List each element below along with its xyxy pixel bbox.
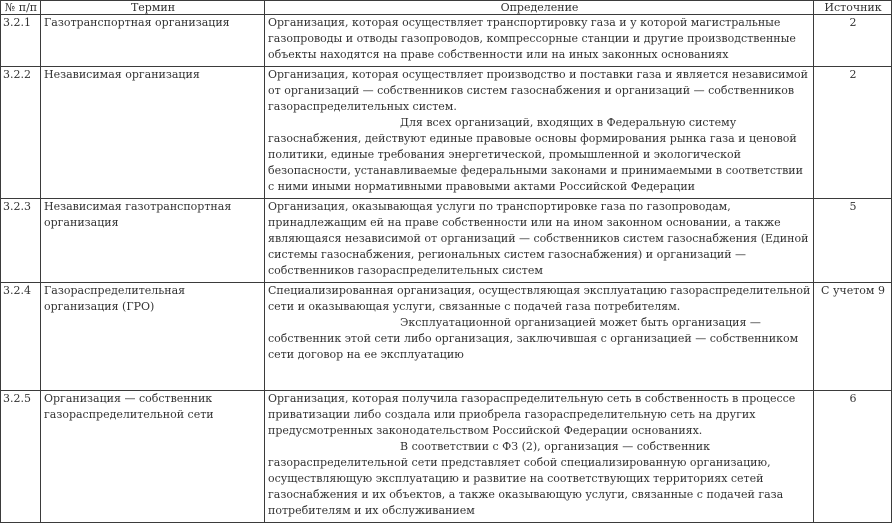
definition-paragraph: В соответствии с ФЗ (2), организация — собственник газораспределительной сети представляет собой специализированную организацию, осуществляющую эксплуатацию и развитие на соответствующих территориях сетей газоснабжения и их объектов, а также оказывающую услуги, связанные с подачей газа потребителям и их обслуживанием	[268, 440, 784, 517]
row-num: 3.2.3	[1, 199, 41, 283]
row-source: 2	[814, 15, 892, 67]
definition-paragraph: Организация, которая осуществляет производство и поставки газа и является независимой от организаций — собственников систем газоснабжения и организаций — собственников газораспределительных систем.	[268, 68, 808, 113]
table-header-row	[1, 1, 892, 15]
row-source: С учетом 9	[814, 283, 892, 391]
table-row	[1, 199, 892, 283]
row-num: 3.2.4	[1, 283, 41, 391]
row-num: 3.2.5	[1, 391, 41, 523]
header-source: Источник	[814, 1, 892, 15]
row-term: Независимая газотранспортная организация	[41, 199, 265, 283]
row-num: 3.2.1	[1, 15, 41, 67]
row-term: Независимая организация	[41, 67, 265, 199]
row-definition	[265, 391, 814, 523]
header-num: № п/п	[1, 1, 41, 15]
table-row	[1, 67, 892, 199]
table-row	[1, 391, 892, 523]
row-term: Газораспределительная организация (ГРО)	[41, 283, 265, 391]
row-source: 5	[814, 199, 892, 283]
row-definition	[265, 199, 814, 283]
row-term: Газотранспортная организация	[41, 15, 265, 67]
definition-paragraph: Организация, которая получила газораспределительную сеть в собственность в процессе приватизации либо создала или приобрела газораспределительную сеть на других предусмотренных законодательством Российской Федерации основаниях.	[268, 392, 796, 437]
table-row	[1, 283, 892, 391]
row-definition	[265, 283, 814, 391]
definition-paragraph: Организация, которая осуществляет транспортировку газа и у которой магистральные газопроводы и отводы газопроводов, компрессорные станции и другие производственные объекты находятся на праве собственности или на иных законных основаниях	[268, 16, 796, 61]
row-num: 3.2.2	[1, 67, 41, 199]
definition-paragraph: Эксплуатационной организацией может быть организация — собственник этой сети либо организация, заключившая с организацией — собственником сети договор на ее эксплуатацию	[268, 316, 799, 361]
table-row	[1, 15, 892, 67]
row-term: Организация — собственник газораспределительной сети	[41, 391, 265, 523]
row-source: 6	[814, 391, 892, 523]
row-definition	[265, 67, 814, 199]
definition-paragraph: Специализированная организация, осуществляющая эксплуатацию газораспределительной сети и оказывающая услуги, связанные с подачей газа потребителям.	[268, 284, 811, 313]
definition-paragraph: Для всех организаций, входящих в Федеральную систему газоснабжения, действуют единые правовые основы формирования рынка газа и ценовой политики, единые требования энергетической, промышленной и экологической безопасности, устанавливаемые федеральными законами и принимаемыми в соответствии с ними иными нормативными правовыми актами Российской Федерации	[268, 116, 803, 193]
definition-paragraph: Организация, оказывающая услуги по транспортировке газа по газопроводам, принадлежащим ей на праве собственности или на ином законном основании, а также являющаяся независимой от организаций — собственников систем газоснабжения (Единой системы газоснабжения, региональных систем газоснабжения) и организаций — собственников газораспределительных систем	[268, 200, 809, 277]
row-definition	[265, 15, 814, 67]
header-definition: Определение	[265, 1, 814, 15]
header-term: Термин	[41, 1, 265, 15]
row-source: 2	[814, 67, 892, 199]
